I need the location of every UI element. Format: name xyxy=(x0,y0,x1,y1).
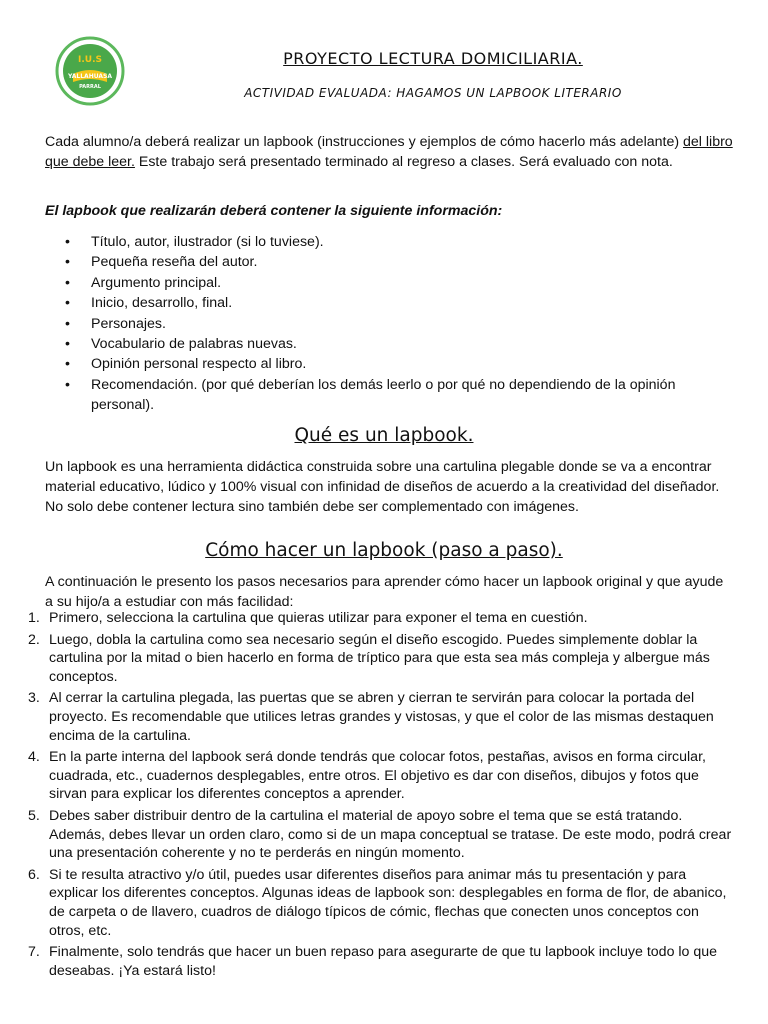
list-item: • Argumento principal. xyxy=(45,273,735,293)
step-item xyxy=(22,689,735,745)
step-number: 1. xyxy=(28,610,40,626)
requirements-lead: El lapbook que realizarán deberá contener la siguiente información: xyxy=(45,203,503,219)
intro-text-1: Cada alumno/a deberá realizar un lapbook (instrucciones y ejemplos de cómo hacerlo más adelante) xyxy=(45,134,684,150)
step-text: Primero, selecciona la cartulina que quieras utilizar para exponer el tema en cuestión. xyxy=(49,610,588,626)
step-item xyxy=(22,748,735,804)
logo-text-bottom: PARRAL xyxy=(79,84,101,90)
step-text: Luego, dobla la cartulina como sea necesario según el diseño escogido. Puedes simplemente doblar la cartulina por la mitad o bien hacerlo en forma de tríptico para que esta sea más compleja y albergue más conceptos. xyxy=(49,631,710,685)
list-item: • Título, autor, ilustrador (si lo tuviese). xyxy=(45,232,735,252)
list-item: • Personajes. xyxy=(45,314,735,334)
list-item: • Inicio, desarrollo, final. xyxy=(45,293,735,313)
step-number: 3. xyxy=(28,690,40,707)
step-number: 4. xyxy=(28,749,40,766)
logo-text-middle: YALLAHUASA xyxy=(67,73,113,80)
list-item: • Opinión personal respecto al libro. xyxy=(45,354,735,374)
step-number: 2. xyxy=(28,631,40,648)
page-title: PROYECTO LECTURA DOMICILIARIA. xyxy=(283,49,583,68)
intro-text-underlined: del libro que debe leer. xyxy=(45,134,733,170)
step-item xyxy=(22,943,735,980)
intro-text-2: Este trabajo será presentado terminado al regreso a clases. Será evaluado con nota. xyxy=(134,154,673,170)
step-text: En la parte interna del lapbook será donde tendrás que colocar fotos, pestañas, avisos en forma circular, cuadrada, etc., cuadernos desplegables, entre otros. El objetivo es dar con diseños, dibujos y fotos que sirvan para explicar los diferentes conceptos a aprender. xyxy=(49,749,706,803)
step-text: Al cerrar la cartulina plegada, las puertas que se abren y cierran te servirán para colocar la portada del proyecto. Es recomendable que utilices letras grandes y vistosas, y que el color de las mismas destaquen encima de la cartulina. xyxy=(49,690,714,744)
step-text: Debes saber distribuir dentro de la cartulina el material de apoyo sobre el tema que se está tratando. Además, debes llevar un orden claro, como si de un mapa conceptual se tratase. De este modo, podrá crear una presentación coherente y no te perderás en ningún momento. xyxy=(49,807,732,862)
section-heading-what-is: Qué es un lapbook. xyxy=(294,425,474,446)
what-is-paragraph: Un lapbook es una herramienta didáctica construida sobre una cartulina plegable donde se va a encontrar material educativo, lúdico y 100% visual con infinidad de diseños de acuerdo a la creatividad del diseñador. No solo debe contener lectura sino también debe ser complementado con imágenes. xyxy=(45,459,720,515)
section-heading-how-to: Cómo hacer un lapbook (paso a paso). xyxy=(205,540,563,561)
step-text: Finalmente, solo tendrás que hacer un buen repaso para asegurarte de que tu lapbook incluye todo lo que deseabas. ¡Ya estará listo! xyxy=(49,944,718,979)
list-item: • Recomendación. (por qué deberían los demás leerlo o por qué no dependiendo de la opinión personal). xyxy=(45,375,735,416)
step-text: Si te resulta atractivo y/o útil, puedes usar diferentes diseños para animar más tu presentación y para explicar los diferentes conceptos. Algunas ideas de lapbook son: desplegables en forma de flor, de abanico, de carpeta o de llavero, cuadros de diálogo típicos de cómic, flechas que conecten unos conceptos con otros, etc. xyxy=(49,866,727,939)
step-number: 7. xyxy=(28,944,40,961)
requirements-list xyxy=(45,232,735,416)
step-item xyxy=(22,631,735,687)
steps-list xyxy=(22,609,735,983)
step-item xyxy=(22,609,735,628)
step-number: 6. xyxy=(28,866,40,883)
step-item xyxy=(22,866,735,940)
list-item: • Vocabulario de palabras nuevas. xyxy=(45,334,735,354)
step-number: 5. xyxy=(28,807,40,824)
how-to-intro: A continuación le presento los pasos necesarios para aprender cómo hacer un lapbook original y que ayude a su hijo/a a estudiar con más facilidad: xyxy=(45,574,724,610)
step-item xyxy=(22,807,735,863)
list-item: • Pequeña reseña del autor. xyxy=(45,252,735,272)
logo-text-top: I.U.S xyxy=(78,55,102,65)
page-subtitle: ACTIVIDAD EVALUADA: HAGAMOS UN LAPBOOK LITERARIO xyxy=(244,86,622,100)
intro-paragraph xyxy=(45,132,735,172)
